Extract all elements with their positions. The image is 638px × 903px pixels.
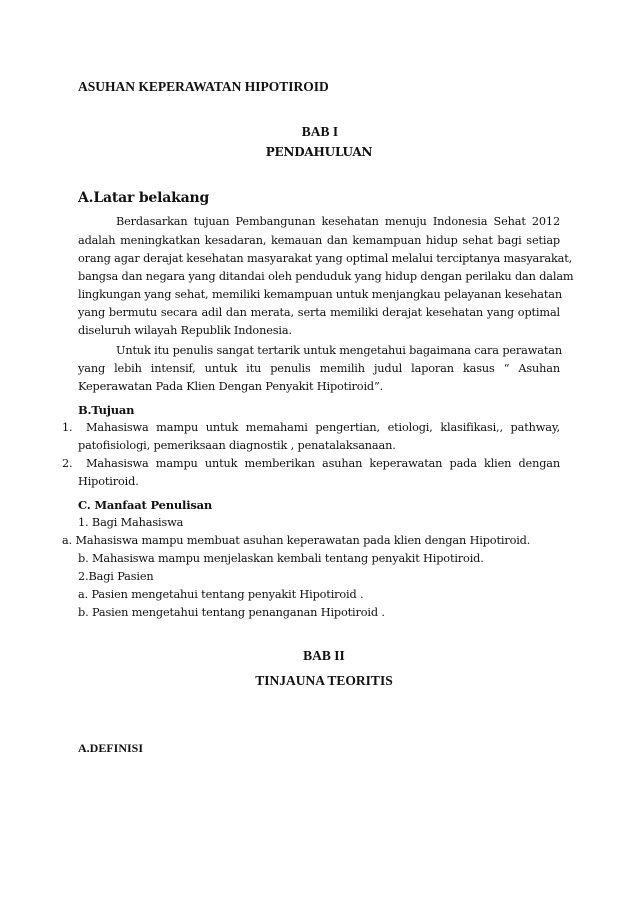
paragraph-line: Berdasarkan tujuan Pembangunan kesehatan menuju Indonesia Sehat 2012 [116,215,560,228]
paragraph-line: Untuk itu penulis sangat tertarik untuk mengetahui bagaimana cara perawatan [116,344,562,357]
chapter-2-title: TINJAUNA TEORITIS [255,673,393,688]
section-tujuan-heading: B.Tujuan [78,403,135,417]
section-latar-belakang-heading: A.Latar belakang [78,190,210,206]
document-title: ASUHAN KEPERAWATAN HIPOTIROID [78,79,329,94]
chapter-2-number: BAB II [303,648,345,663]
chapter-1-number: BAB I [301,124,339,139]
paragraph-line: diseluruh wilayah Republik Indonesia. [78,324,292,337]
chapter-1-title: PENDAHULUAN [265,145,373,159]
paragraph-line: yang bermutu secara adil dan merata, serta memiliki derajat kesehatan yang optimal [78,306,560,319]
paragraph-line: Keperawatan Pada Klien Dengan Penyakit Hipotiroid”. [78,380,384,393]
list-item: 2.Bagi Pasien [78,570,154,583]
paragraph-line: adalah meningkatkan kesadaran, kemauan dan kemampuan hidup sehat bagi setiap [78,234,560,247]
list-item: b. Pasien mengetahui tentang penanganan Hipotiroid . [78,606,385,619]
list-marker: 2. [62,457,73,470]
paragraph-line: bangsa dan negara yang ditandai oleh penduduk yang hidup dengan perilaku dan dalam [78,270,574,283]
list-item: 1. Bagi Mahasiswa [78,516,184,529]
paragraph-line: patofisiologi, pemeriksaan diagnostik , penatalaksanaan. [78,439,396,452]
paragraph-line: orang agar derajat kesehatan masyarakat yang optimal melalui terciptanya masyarakat, [78,252,573,265]
paragraph-line: yang lebih intensif, untuk itu penulis memilih judul laporan kasus “ Asuhan [78,362,560,375]
list-item: a. Pasien mengetahui tentang penyakit Hipotiroid . [78,588,364,601]
paragraph-line: Mahasiswa mampu untuk memahami pengertian, etiologi, klasifikasi,, pathway, [86,421,560,434]
section-definisi-heading: A.DEFINISI [78,741,144,755]
section-manfaat-heading: C. Manfaat Penulisan [78,498,213,512]
list-item: b. Mahasiswa mampu menjelaskan kembali tentang penyakit Hipotiroid. [78,552,484,565]
list-item: a. Mahasiswa mampu membuat asuhan keperawatan pada klien dengan Hipotiroid. [62,534,531,547]
paragraph-line: lingkungan yang sehat, memiliki kemampuan untuk menjangkau pelayanan kesehatan [78,288,562,301]
paragraph-line: Hipotiroid. [78,475,139,488]
paragraph-line: Mahasiswa mampu untuk memberikan asuhan keperawatan pada klien dengan [86,457,560,470]
list-marker: 1. [62,421,73,434]
